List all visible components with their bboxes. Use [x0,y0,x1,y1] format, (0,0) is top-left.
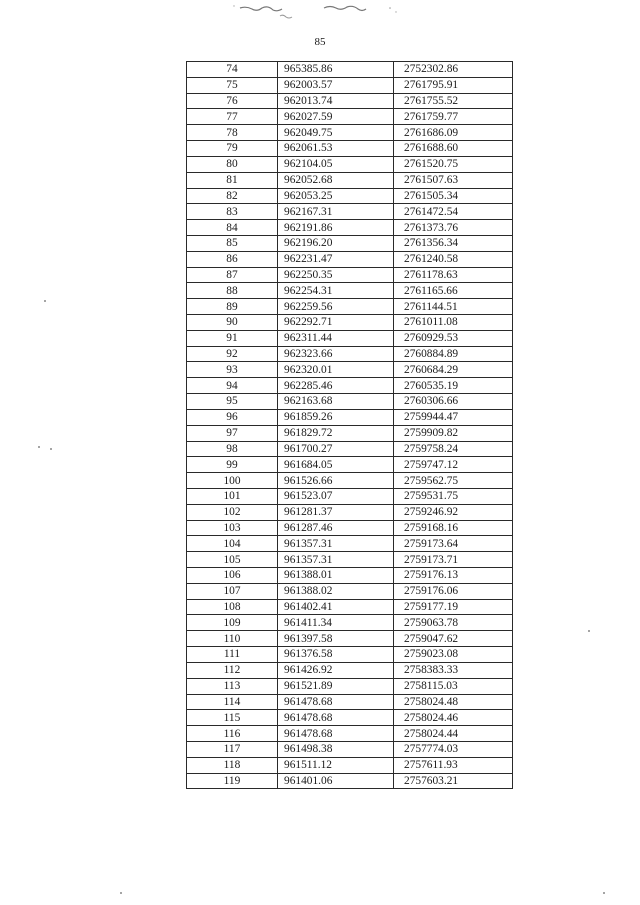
scan-speck [50,448,52,450]
point-number-cell: 104 [187,536,278,552]
x-coordinate-cell: 962049.75 [278,125,394,141]
x-coordinate-cell: 961478.68 [278,694,394,710]
table-row [187,615,513,631]
y-coordinate-cell: 2759758.24 [394,441,513,457]
y-coordinate-cell: 2758024.48 [394,694,513,710]
point-number-cell: 101 [187,488,278,504]
table-row [187,536,513,552]
x-coordinate-cell: 961478.68 [278,726,394,742]
point-number-cell: 105 [187,552,278,568]
x-coordinate-cell: 961426.92 [278,662,394,678]
table-row [187,568,513,584]
x-coordinate-cell: 962027.59 [278,109,394,125]
x-coordinate-cell: 961388.02 [278,583,394,599]
y-coordinate-cell: 2761356.34 [394,235,513,251]
y-coordinate-cell: 2759173.64 [394,536,513,552]
y-coordinate-cell: 2757774.03 [394,741,513,757]
point-number-cell: 118 [187,757,278,773]
x-coordinate-cell: 961478.68 [278,710,394,726]
x-coordinate-cell: 962167.31 [278,204,394,220]
table-row [187,172,513,188]
y-coordinate-cell: 2761520.75 [394,156,513,172]
point-number-cell: 113 [187,678,278,694]
y-coordinate-cell: 2759246.92 [394,504,513,520]
point-number-cell: 93 [187,362,278,378]
point-number-cell: 95 [187,394,278,410]
x-coordinate-cell: 962196.20 [278,235,394,251]
point-number-cell: 109 [187,615,278,631]
scan-artifact [220,0,420,30]
point-number-cell: 116 [187,726,278,742]
x-coordinate-cell: 961281.37 [278,504,394,520]
point-number-cell: 89 [187,299,278,315]
table-row [187,251,513,267]
point-number-cell: 74 [187,62,278,78]
y-coordinate-cell: 2759747.12 [394,457,513,473]
x-coordinate-cell: 962259.56 [278,299,394,315]
x-coordinate-cell: 961411.34 [278,615,394,631]
point-number-cell: 98 [187,441,278,457]
y-coordinate-cell: 2758024.46 [394,710,513,726]
table-row [187,726,513,742]
table-row [187,488,513,504]
x-coordinate-cell: 961511.12 [278,757,394,773]
point-number-cell: 119 [187,773,278,789]
coordinates-table [186,61,513,789]
point-number-cell: 80 [187,156,278,172]
y-coordinate-cell: 2758115.03 [394,678,513,694]
table-row [187,599,513,615]
y-coordinate-cell: 2761505.34 [394,188,513,204]
point-number-cell: 79 [187,141,278,157]
table-body [187,62,513,789]
point-number-cell: 97 [187,425,278,441]
x-coordinate-cell: 961402.41 [278,599,394,615]
x-coordinate-cell: 962285.46 [278,378,394,394]
table-row [187,457,513,473]
y-coordinate-cell: 2761165.66 [394,283,513,299]
x-coordinate-cell: 962061.53 [278,141,394,157]
x-coordinate-cell: 961376.58 [278,647,394,663]
x-coordinate-cell: 962323.66 [278,346,394,362]
page-number: 85 [314,36,326,48]
y-coordinate-cell: 2759176.13 [394,568,513,584]
point-number-cell: 117 [187,741,278,757]
table-row [187,362,513,378]
x-coordinate-cell: 962053.25 [278,188,394,204]
table-row [187,109,513,125]
scan-speck [120,892,122,894]
table-row [187,156,513,172]
table-row [187,662,513,678]
x-coordinate-cell: 962013.74 [278,93,394,109]
point-number-cell: 108 [187,599,278,615]
x-coordinate-cell: 961684.05 [278,457,394,473]
table-row [187,441,513,457]
table-row [187,267,513,283]
x-coordinate-cell: 962163.68 [278,394,394,410]
y-coordinate-cell: 2759562.75 [394,473,513,489]
y-coordinate-cell: 2761688.60 [394,141,513,157]
scan-speck [588,630,590,632]
x-coordinate-cell: 961498.38 [278,741,394,757]
table-row [187,77,513,93]
point-number-cell: 96 [187,409,278,425]
point-number-cell: 82 [187,188,278,204]
point-number-cell: 114 [187,694,278,710]
table-row [187,125,513,141]
point-number-cell: 81 [187,172,278,188]
x-coordinate-cell: 962003.57 [278,77,394,93]
table-row [187,315,513,331]
table-row [187,330,513,346]
y-coordinate-cell: 2761144.51 [394,299,513,315]
table-row [187,631,513,647]
point-number-cell: 92 [187,346,278,362]
table-row [187,504,513,520]
x-coordinate-cell: 962250.35 [278,267,394,283]
y-coordinate-cell: 2758024.44 [394,726,513,742]
y-coordinate-cell: 2761472.54 [394,204,513,220]
x-coordinate-cell: 962320.01 [278,362,394,378]
point-number-cell: 76 [187,93,278,109]
x-coordinate-cell: 961397.58 [278,631,394,647]
y-coordinate-cell: 2759173.71 [394,552,513,568]
x-coordinate-cell: 961829.72 [278,425,394,441]
y-coordinate-cell: 2760929.53 [394,330,513,346]
table-row [187,283,513,299]
x-coordinate-cell: 961388.01 [278,568,394,584]
y-coordinate-cell: 2752302.86 [394,62,513,78]
table-row [187,188,513,204]
table-row [187,93,513,109]
point-number-cell: 86 [187,251,278,267]
x-coordinate-cell: 962104.05 [278,156,394,172]
table-row [187,773,513,789]
y-coordinate-cell: 2757603.21 [394,773,513,789]
table-row [187,378,513,394]
y-coordinate-cell: 2760306.66 [394,394,513,410]
table-row [187,394,513,410]
y-coordinate-cell: 2759909.82 [394,425,513,441]
x-coordinate-cell: 961287.46 [278,520,394,536]
table-row [187,583,513,599]
y-coordinate-cell: 2761686.09 [394,125,513,141]
x-coordinate-cell: 961523.07 [278,488,394,504]
x-coordinate-cell: 962231.47 [278,251,394,267]
point-number-cell: 90 [187,315,278,331]
x-coordinate-cell: 961357.31 [278,536,394,552]
x-coordinate-cell: 961526.66 [278,473,394,489]
x-coordinate-cell: 961859.26 [278,409,394,425]
point-number-cell: 110 [187,631,278,647]
point-number-cell: 77 [187,109,278,125]
x-coordinate-cell: 962254.31 [278,283,394,299]
y-coordinate-cell: 2761795.91 [394,77,513,93]
y-coordinate-cell: 2759063.78 [394,615,513,631]
point-number-cell: 111 [187,647,278,663]
point-number-cell: 88 [187,283,278,299]
point-number-cell: 94 [187,378,278,394]
y-coordinate-cell: 2761759.77 [394,109,513,125]
point-number-cell: 100 [187,473,278,489]
y-coordinate-cell: 2761507.63 [394,172,513,188]
table-row [187,425,513,441]
point-number-cell: 115 [187,710,278,726]
point-number-cell: 99 [187,457,278,473]
point-number-cell: 78 [187,125,278,141]
scan-speck [38,446,40,448]
y-coordinate-cell: 2761240.58 [394,251,513,267]
x-coordinate-cell: 961401.06 [278,773,394,789]
y-coordinate-cell: 2759176.06 [394,583,513,599]
y-coordinate-cell: 2759944.47 [394,409,513,425]
table-row [187,473,513,489]
table-row [187,694,513,710]
y-coordinate-cell: 2760884.89 [394,346,513,362]
table-row [187,62,513,78]
x-coordinate-cell: 965385.86 [278,62,394,78]
y-coordinate-cell: 2761373.76 [394,220,513,236]
table-row [187,647,513,663]
y-coordinate-cell: 2761755.52 [394,93,513,109]
point-number-cell: 83 [187,204,278,220]
table-row [187,346,513,362]
table-row [187,757,513,773]
x-coordinate-cell: 962292.71 [278,315,394,331]
scan-speck [603,892,605,894]
table-row [187,299,513,315]
point-number-cell: 102 [187,504,278,520]
x-coordinate-cell: 961700.27 [278,441,394,457]
x-coordinate-cell: 961357.31 [278,552,394,568]
point-number-cell: 112 [187,662,278,678]
table-row [187,204,513,220]
table-row [187,552,513,568]
point-number-cell: 85 [187,235,278,251]
y-coordinate-cell: 2759023.08 [394,647,513,663]
x-coordinate-cell: 962311.44 [278,330,394,346]
table-row [187,141,513,157]
scan-speck [44,300,46,302]
y-coordinate-cell: 2759531.75 [394,488,513,504]
x-coordinate-cell: 962191.86 [278,220,394,236]
table-row [187,409,513,425]
point-number-cell: 75 [187,77,278,93]
y-coordinate-cell: 2759047.62 [394,631,513,647]
point-number-cell: 106 [187,568,278,584]
point-number-cell: 91 [187,330,278,346]
y-coordinate-cell: 2761178.63 [394,267,513,283]
table-row [187,710,513,726]
point-number-cell: 87 [187,267,278,283]
x-coordinate-cell: 961521.89 [278,678,394,694]
y-coordinate-cell: 2759168.16 [394,520,513,536]
table-row [187,741,513,757]
table-row [187,678,513,694]
x-coordinate-cell: 962052.68 [278,172,394,188]
table-row [187,520,513,536]
point-number-cell: 103 [187,520,278,536]
y-coordinate-cell: 2757611.93 [394,757,513,773]
y-coordinate-cell: 2761011.08 [394,315,513,331]
y-coordinate-cell: 2759177.19 [394,599,513,615]
y-coordinate-cell: 2760684.29 [394,362,513,378]
table-row [187,235,513,251]
y-coordinate-cell: 2758383.33 [394,662,513,678]
table-row [187,220,513,236]
point-number-cell: 107 [187,583,278,599]
y-coordinate-cell: 2760535.19 [394,378,513,394]
point-number-cell: 84 [187,220,278,236]
